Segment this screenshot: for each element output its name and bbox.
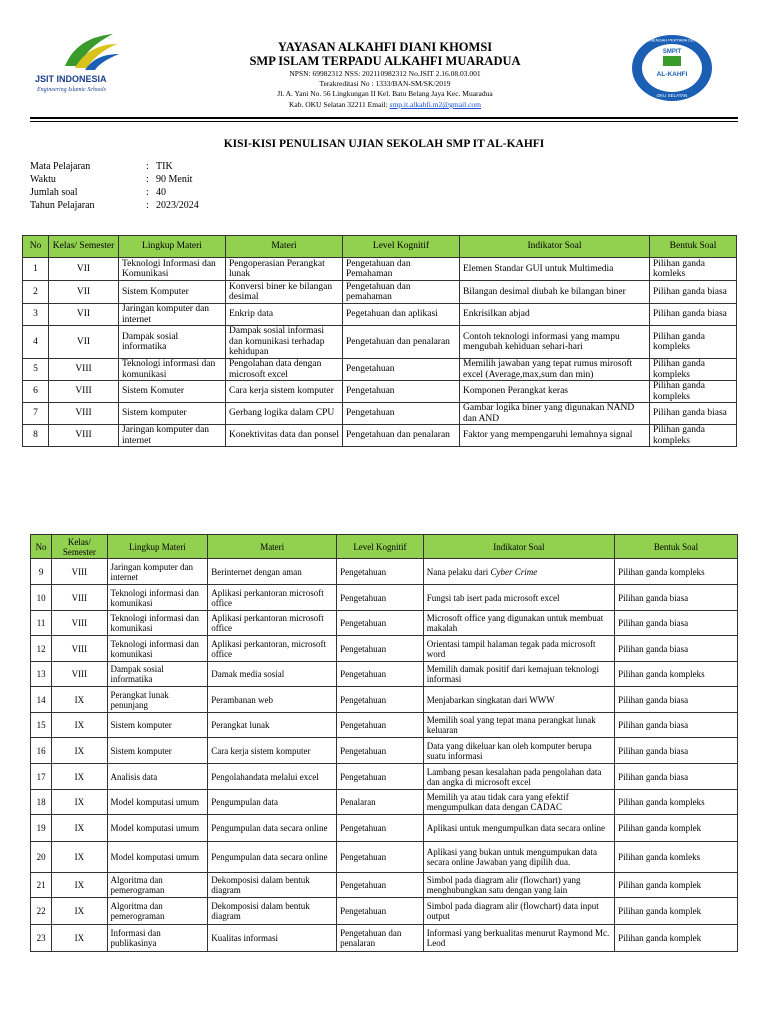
meta-value: 90 Menit [156,174,193,185]
cell-material: Aplikasi perkantoran, microsoft office [208,636,337,662]
cell-class: IX [52,687,107,713]
table-row [31,873,738,898]
cell-indicator: Bilangan desimal diubah ke bilangan biner [460,281,650,304]
logo-right-main: AL-KAHFI [656,71,688,78]
document-title: KISI-KISI PENULISAN UJIAN SEKOLAH SMP IT AL-KAHFI [223,138,545,150]
cell-cognitive: Pengetahuan [337,815,424,842]
cell-class: VIII [52,585,107,611]
cell-class: IX [52,898,107,925]
table-row [23,281,737,304]
cell-scope: Teknologi Informasi dan Komunikasi [119,258,226,281]
table-row [31,815,738,842]
cell-form: Pilihan ganda komplek [615,815,738,842]
cell-material: Perangkat lunak [208,713,337,738]
table-1-body [23,258,737,447]
cell-material: Kualitas informasi [208,925,337,952]
cell-scope: Model komputasi umum [107,790,208,815]
cell-cognitive: Pengetahuan [337,873,424,898]
cell-form: Pilihan ganda biasa [615,738,738,764]
cell-material: Enkrip data [226,304,343,326]
accreditation: Terakreditasi No : 1333/BAN-SM/SK/2019 [319,79,451,88]
cell-indicator: Menjabarkan singkatan dari WWW [423,687,614,713]
cell-cognitive: Pengetahuan [337,898,424,925]
logo-right-ring: SEKOLAH MENENGAH PERTAMA ISLAM TERPADU [624,37,720,43]
cell-cognitive: Pengetahuan [337,764,424,790]
address: Jl. A. Yani No. 56 Lingkungan II Kel. Batu Belang Jaya Kec. Muaradua [277,89,493,98]
cell-class: IX [52,815,107,842]
table-row [31,636,738,662]
col-header-scope: Lingkup Materi [119,236,226,258]
cell-form: Pilihan ganda kompleks [650,381,737,403]
cell-indicator: Gambar logika biner yang digunakan NAND dan AND [460,403,650,425]
cell-material: Damak media sosial [208,662,337,687]
cell-class: VIII [49,381,119,403]
table-row [31,738,738,764]
cell-material: Dekomposisi dalam bentuk diagram [208,898,337,925]
col-header-no: No [23,236,49,258]
cell-no: 8 [23,425,49,447]
table-row [31,585,738,611]
cell-no: 9 [31,559,52,585]
cell-cognitive: Pengetahuan [337,611,424,636]
cell-material: Konversi biner ke bilangan desimal [226,281,343,304]
cell-form: Pilihan ganda komleks [615,842,738,873]
cell-form: Pilihan ganda kompleks [615,559,738,585]
cell-scope: Teknologi informasi dan komunikasi [119,359,226,381]
table-row [23,326,737,359]
cell-class: VIII [52,636,107,662]
cell-class: IX [52,713,107,738]
col-header-material: Materi [208,535,337,559]
meta-label: Tahun Pelajaran [30,200,95,211]
cell-no: 16 [31,738,52,764]
header-divider [30,117,738,122]
cell-class: VIII [49,403,119,425]
cell-scope: Informasi dan publikasinya [107,925,208,952]
cell-no: 7 [23,403,49,425]
table-row [23,381,737,403]
col-header-class: Kelas/ Semester [49,236,119,258]
cell-form: Pilihan ganda biasa [615,687,738,713]
cell-indicator: Memilih damak positif dari kemajuan teknologi informasi [423,662,614,687]
address-city: Kab. OKU Selatan 32211 Email: [288,100,390,109]
table-row [31,611,738,636]
cell-no: 17 [31,764,52,790]
col-header-scope: Lingkup Materi [107,535,208,559]
cell-no: 1 [23,258,49,281]
cell-cognitive: Pengetahuan dan penalaran [337,925,424,952]
cell-no: 18 [31,790,52,815]
cell-form: Pilihan ganda biasa [650,403,737,425]
cell-scope: Perangkat lunak penunjang [107,687,208,713]
cell-scope: Teknologi informasi dan komunikasi [107,636,208,662]
cell-no: 5 [23,359,49,381]
cell-material: Aplikasi perkantoran microsoft office [208,611,337,636]
cell-scope: Sistem komputer [107,738,208,764]
cell-form: Pilihan ganda kompleks [650,425,737,447]
cell-no: 23 [31,925,52,952]
cell-cognitive: Pengetahuan [337,842,424,873]
cell-material: Aplikasi perkantoran microsoft office [208,585,337,611]
table-row [31,764,738,790]
cell-no: 11 [31,611,52,636]
cell-indicator: Simbol pada diagram alir (flowchart) data input output [423,898,614,925]
cell-material: Dampak sosial informasi dan komunikasi terhadap kehidupan [226,326,343,359]
cell-no: 12 [31,636,52,662]
cell-material: Cara kerja sistem komputer [226,381,343,403]
col-header-form: Bentuk Soal [615,535,738,559]
cell-material: Pengumpulan data secara online [208,842,337,873]
table-row [23,403,737,425]
cell-class: VIII [49,425,119,447]
cell-no: 4 [23,326,49,359]
cell-form: Pilihan ganda komleks [650,258,737,281]
table-row [31,898,738,925]
meta-colon: : [146,187,149,198]
cell-form: Pilihan ganda komplek [615,873,738,898]
cell-indicator: Orientasi tampil halaman tegak pada microsoft word [423,636,614,662]
cell-indicator: Enkrisilkan abjad [460,304,650,326]
cell-no: 10 [31,585,52,611]
col-header-form: Bentuk Soal [650,236,737,258]
cell-form: Pilihan ganda biasa [650,281,737,304]
table-row [31,662,738,687]
table-row [31,687,738,713]
cell-cognitive: Pengetahuan [343,403,460,425]
address-email-line [150,100,620,110]
table-row [31,790,738,815]
logo-right-bottom: OKU SELATAN [656,93,688,98]
cell-class: VIII [49,359,119,381]
cell-indicator: Simbol pada diagram alir (flowchart) yang menghubungkan satu dengan yang lain [423,873,614,898]
cell-no: 15 [31,713,52,738]
school-name: SMP ISLAM TERPADU ALKAHFI MUARADUA [249,54,521,68]
meta-colon: : [146,174,149,185]
cell-form: Pilihan ganda kompleks [650,359,737,381]
cell-scope: Model komputasi umum [107,815,208,842]
table-row [23,359,737,381]
cell-indicator: Data yang dikeluar kan oleh komputer berupa suatu informasi [423,738,614,764]
grid-table-2 [30,534,738,952]
cell-material: Konektivitas data dan ponsel [226,425,343,447]
cell-material: Dekomposisi dalam bentuk diagram [208,873,337,898]
cell-form: Pilihan ganda biasa [615,713,738,738]
cell-class: VII [49,304,119,326]
cell-form: Pilihan ganda kompleks [615,790,738,815]
email-link[interactable]: smp.it.alkahfi.m2@gmail.com [389,100,482,109]
logo-left-tagline: Engineering Islamic Schools [37,87,106,93]
meta-label: Waktu [30,174,56,185]
cell-class: IX [52,738,107,764]
cell-scope: Dampak sosial informatika [107,662,208,687]
cell-cognitive: Pegetahuan dan aplikasi [343,304,460,326]
cell-form: Pilihan ganda biasa [615,585,738,611]
cell-class: VIII [52,559,107,585]
cell-scope: Dampak sosial informatika [119,326,226,359]
cell-indicator: Fungsi tab isert pada microsoft excel [423,585,614,611]
cell-no: 6 [23,381,49,403]
cell-no: 3 [23,304,49,326]
cell-indicator: Memilih jawaban yang tepat rumus mirosoft excel (Average,max,sum dan min) [460,359,650,381]
cell-scope: Teknologi informasi dan komunikasi [107,611,208,636]
cell-form: Pilihan ganda komplek [615,898,738,925]
cell-scope: Jaringan komputer dan internet [107,559,208,585]
cell-material: Pengolahan data dengan microsoft excel [226,359,343,381]
cell-class: VIII [52,662,107,687]
table-row [23,425,737,447]
table-row [31,925,738,952]
cell-form: Pilihan ganda biasa [615,764,738,790]
col-header-material: Materi [226,236,343,258]
cell-cognitive: Pengetahuan [337,559,424,585]
col-header-no: No [31,535,52,559]
cell-class: VII [49,281,119,304]
meta-value: TIK [156,161,173,172]
cell-cognitive: Pengetahuan [337,687,424,713]
cell-cognitive: Pengetahuan dan pemahaman [343,281,460,304]
cell-material: Pengumpulan data secara online [208,815,337,842]
col-header-indicator: Indikator Soal [423,535,614,559]
cell-indicator: Informasi yang berkualitas menurut Raymond Mc. Leod [423,925,614,952]
col-header-cognitive: Level Kognitif [337,535,424,559]
cell-indicator: Lambang pesan kesalahan pada pengolahan data dan angka di microsoft excel [423,764,614,790]
meta-value: 40 [156,187,166,198]
logo-left-name: JSIT INDONESIA [35,74,107,84]
cell-form: Pilihan ganda kompleks [650,326,737,359]
meta-label: Mata Pelajaran [30,161,91,172]
cell-class: IX [52,764,107,790]
italic-term: Cyber Crime [490,566,538,577]
cell-cognitive: Pengetahuan [337,738,424,764]
cell-scope: Sistem komputer [119,403,226,425]
table-row [31,713,738,738]
cell-cognitive: Pengetahuan [337,662,424,687]
cell-class: IX [52,925,107,952]
cell-scope: Sistem komputer [107,713,208,738]
cell-class: VIII [52,611,107,636]
cell-cognitive: Pengetahuan [337,585,424,611]
school-ids: NPSN: 69982312 NSS: 202110982312 No.JSIT 2.16.08.03.001 [289,69,481,78]
cell-indicator: Elemen Standar GUI untuk Multimedia [460,258,650,281]
cell-class: IX [52,873,107,898]
cell-indicator: Faktor yang mempengaruhi lemahnya signal [460,425,650,447]
table-row [31,559,738,585]
cell-no: 13 [31,662,52,687]
cell-class: IX [52,790,107,815]
cell-form: Pilihan ganda biasa [650,304,737,326]
cell-indicator: Memilih ya atau tidak cara yang efektif mengumpulkan data dengan CADAC [423,790,614,815]
cell-form: Pilihan ganda biasa [615,611,738,636]
meta-colon: : [146,200,149,211]
cell-indicator: Microsoft office yang digunakan untuk membuat makalah [423,611,614,636]
col-header-indicator: Indikator Soal [460,236,650,258]
cell-indicator: Komponen Perangkat keras [460,381,650,403]
cell-scope: Jaringan komputer dan internet [119,425,226,447]
cell-cognitive: Pengetahuan [343,359,460,381]
cell-material: Pengolahandata melalui excel [208,764,337,790]
cell-no: 19 [31,815,52,842]
cell-indicator: Aplikasi yang bukan untuk mengumpukan data secara online Jawaban yang dipilih dua. [423,842,614,873]
cell-cognitive: Penalaran [337,790,424,815]
meta-label: Jumlah soal [30,187,78,198]
table-row [23,258,737,281]
cell-material: Pengumpulan data [208,790,337,815]
cell-material: Pengoperasian Perangkat lunak [226,258,343,281]
cell-material: Cara kerja sistem komputer [208,738,337,764]
cell-no: 20 [31,842,52,873]
cell-form: Pilihan ganda biasa [615,636,738,662]
cell-no: 14 [31,687,52,713]
cell-scope: Algoritma dan pemerograman [107,898,208,925]
col-header-cognitive: Level Kognitif [343,236,460,258]
cell-class: VII [49,326,119,359]
cell-cognitive: Pengetahuan [337,713,424,738]
cell-no: 21 [31,873,52,898]
cell-cognitive: Pengetahuan dan Pemahaman [343,258,460,281]
cell-cognitive: Pengetahuan dan penalaran [343,326,460,359]
jsit-indonesia-logo [35,32,135,94]
cell-class: IX [52,842,107,873]
cell-cognitive: Pengetahuan [337,636,424,662]
meta-value: 2023/2024 [156,200,199,211]
cell-no: 2 [23,281,49,304]
grid-table-1 [22,235,737,447]
cell-scope: Sistem Komuter [119,381,226,403]
cell-material: Berinternet dengan aman [208,559,337,585]
table-2-body [31,559,738,952]
cell-indicator: Nana pelaku dari Cyber Crime [423,559,614,585]
logo-right-top: SMPIT [662,49,682,55]
cell-cognitive: Pengetahuan dan penalaran [343,425,460,447]
cell-cognitive: Pengetahuan [343,381,460,403]
table-header-row [31,535,738,559]
foundation-name: YAYASAN ALKAHFI DIANI KHOMSI [277,40,493,54]
cell-indicator: Memilih soal yang tepat mana perangkat lunak keluaran [423,713,614,738]
cell-no: 22 [31,898,52,925]
table-header-row [23,236,737,258]
cell-form: Pilihan ganda komplek [615,925,738,952]
cell-class: VII [49,258,119,281]
cell-scope: Jaringan komputer dan internet [119,304,226,326]
cell-form: Pilihan ganda kompleks [615,662,738,687]
cell-scope: Algoritma dan pemerograman [107,873,208,898]
table-row [23,304,737,326]
cell-indicator: Aplikasi untuk mengumpulkan data secara online [423,815,614,842]
col-header-class: Kelas/ Semester [52,535,107,559]
cell-scope: Model komputasi umum [107,842,208,873]
cell-indicator: Contoh teknologi informasi yang mampu mengubah kehiduan sehari-hari [460,326,650,359]
cell-material: Gerbang logika dalam CPU [226,403,343,425]
table-row [31,842,738,873]
cell-scope: Sistem Komputer [119,281,226,304]
cell-scope: Teknologi informasi dan komunikasi [107,585,208,611]
meta-colon: : [146,161,149,172]
smpit-alkahfi-logo [624,34,720,102]
cell-material: Perambanan web [208,687,337,713]
cell-scope: Analisis data [107,764,208,790]
